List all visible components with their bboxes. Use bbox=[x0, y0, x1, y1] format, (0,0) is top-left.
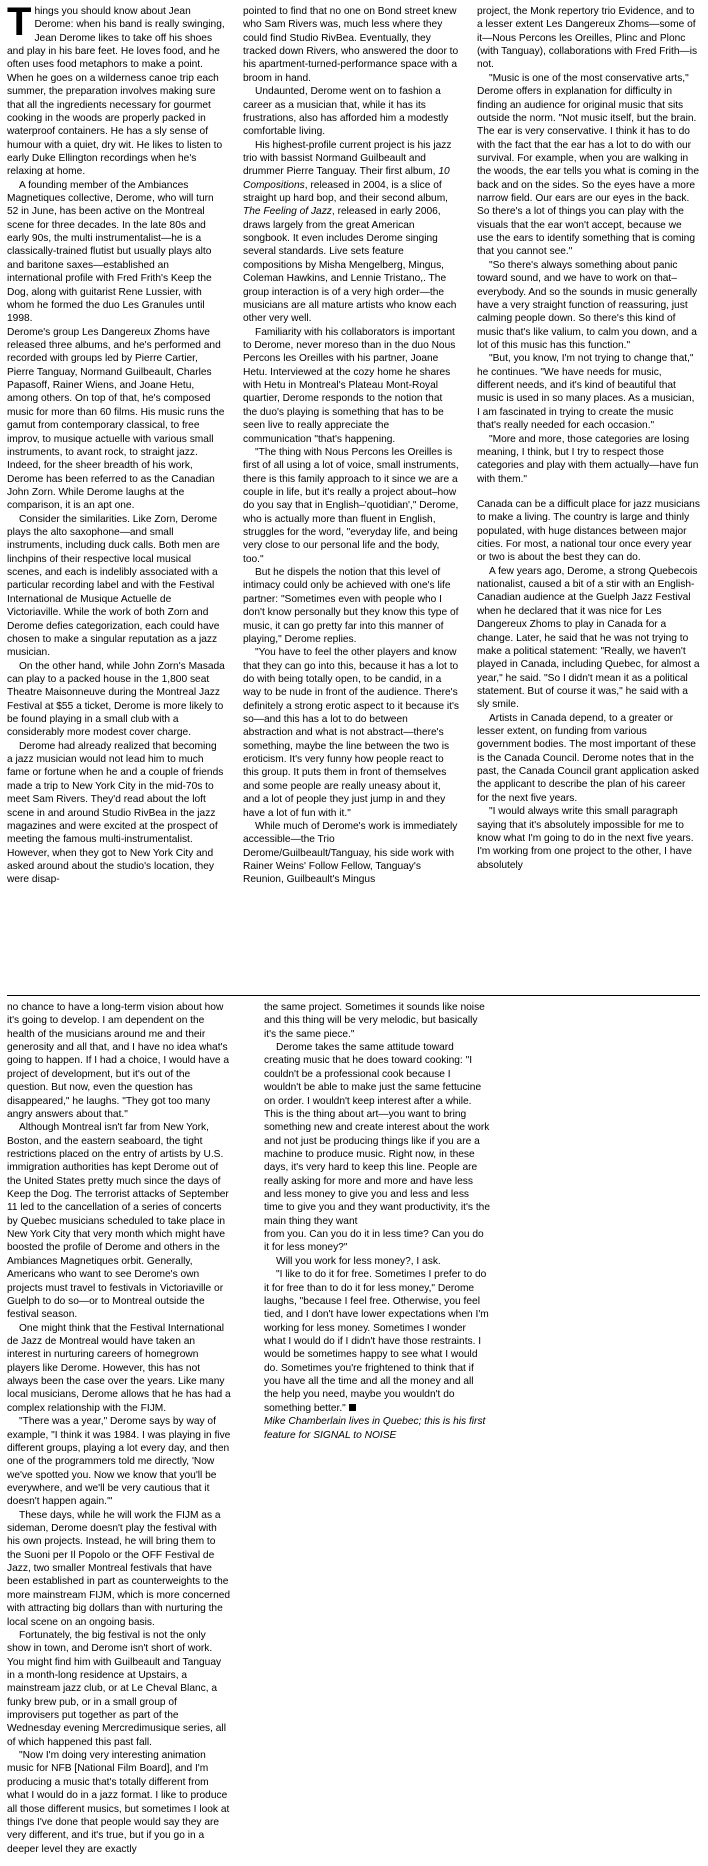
article-paragraph: One might think that the Festival International de Jazz de Montreal would have taken an interest in nurturing careers of homegrown players like Derome. However, this has not always been the case over the years. Like many local musicians, Derome allows that he has had a complex relationship with the FIJM. bbox=[7, 1322, 231, 1414]
article-paragraph: A few years ago, Derome, a strong Quebecois nationalist, caused a bit of a stir with an English-Canadian audience at the Guelph Jazz Festival when he declared that it was nice for Les Dangereux Zhoms to play in Canada for a change. Later, he said that he was not trying to make a political statement: "Really, we haven't played in Canada, including Quebec, for almost a year," he said. "So I didn't mean it as a political statement. But of course it was," he said with a sly smile. bbox=[477, 565, 700, 711]
article-paragraph: Derome had already realized that becoming a jazz musician would not lead him to much fame or fortune when he and a couple of friends made a trip to New York City in the mid-70s to meet Sam Rivers. They'd read about the loft scene in and around Studio RivBea in the jazz magazines and were excited at the prospect of meeting the famous multi-instrumentalist. However, when they got to New York City and asked around about the studio's location, they were disap- bbox=[7, 740, 224, 886]
article-paragraph: While much of Derome's work is immediately accessible—the Trio Derome/Guilbeault/Tanguay, his side work with Rainer Weins' Follow Fellow, Tanguay's Reunion, Guilbeault's Mingus bbox=[243, 820, 458, 886]
article-paragraph: "Music is one of the most conservative arts," Derome offers in explanation for difficulty in finding an audience for original music that sits outside the norm. "Not music itself, but the brain. The ear is very conservative. I think it has to do with the fact that the ear has a lot to do with our survival. For example, when you are walking in the woods, the ear tells you what is coming in the back and on the sides. So the eyes have a more narrow field. Our ears are our eyes in the back. So there's a lot of things you can play with the visuals that the ear won't accept, because we use the ears to identify something that is coming that you cannot see." bbox=[477, 72, 699, 258]
article-paragraph: "Now I'm doing very interesting animation music for NFB [National Film Board], and I'm producing a music that's totally different from what I would do in a jazz format. I like to produce all those different musics, but sometimes I look at things I've done that people would say they are very different, and it's true, but if you go in a deeper level they are exactly bbox=[7, 1750, 230, 1855]
article-column-1 bbox=[7, 0, 225, 887]
article-column-2 bbox=[243, 5, 459, 887]
article-paragraph: Will you work for less money?, I ask. bbox=[276, 1255, 441, 1267]
horizontal-divider bbox=[7, 995, 700, 996]
end-of-article-mark bbox=[349, 1404, 356, 1411]
article-paragraph: Derome's group Les Dangereux Zhoms have released three albums, and he's performed and recorded with groups led by Pierre Cartier, Pierre Tanguay, Normand Guilbeault, Charles Papasoff, Rainer Wiens, and Joane Hetu, among others. On top of that, he's composed music for more than 60 films. His music runs the gamut from contemporary classical, to free improv, to musique actuelle with various small instruments, to avant rock, to straight jazz. Indeed, for the sheer breadth of his work, Derome has been referred to as the Canadian John Zorn. While Derome laughs at the comparison, it is an apt one. bbox=[7, 326, 225, 512]
article-paragraph: A founding member of the Ambiances Magnetiques collective, Derome, who will turn 52 in June, has been active on the Montreal scene for three decades. In the late 80s and early 90s, the multi instrumentalist—he is a classically-trained flutist but usually plays alto and baritone saxes—established an international profile with Fred Frith's Keep the Dog, along with guitarist Rene Lussier, with whom he formed the duo Les Granules until 1998. bbox=[7, 179, 214, 325]
author-byline: Mike Chamberlain lives in Quebec; this is his first feature for SIGNAL to NOISE bbox=[264, 1416, 486, 1441]
article-paragraph: Fortunately, the big festival is not the only show in town, and Derome isn't short of work. You might find him with Guilbeault and Tanguay in a month-long residence at Upstairs, a mainstream jazz club, or at Le Cheval Blanc, a funky brew pub, or in a small group of improvisers put together as part of the Wednesday evening Mercredimusique series, all of which happened this past fall. bbox=[7, 1629, 226, 1748]
article-paragraph: "I would always write this small paragraph saying that it's absolutely impossible for me to know what I'm going to do in the next five years. I'm working from one project to the other, I have absolutely bbox=[477, 806, 694, 871]
article-paragraph: "More and more, those categories are losing meaning, I think, but I try to respect those categories and play with them actually—have fun with them." bbox=[477, 433, 699, 485]
article-paragraph: "There was a year," Derome says by way of example, "I think it was 1984. I was playing in five different groups, playing a lot every day, and then one of the programmers told me directly, 'Now we've spotted you. Now we know that you'll be everywhere, and we'll be very cautious that it doesn't happen again.'" bbox=[7, 1416, 231, 1508]
article-paragraph: Consider the similarities. Like Zorn, Derome plays the alto saxophone—and small instruments, including duck calls. Both men are linchpins of their respective local musical scenes, and each is indelibly associated with a particular recording label and with the Festival International de Musique Actuelle de Victoriaville. While the work of both Zorn and Derome defies categorization, each could have chosen to make a singular reputation as a jazz musician. bbox=[7, 513, 220, 659]
article-paragraph: Artists in Canada depend, to a greater or lesser extent, on funding from various government bodies. The most important of these is the Canada Council. Derome notes that in the past, the Canada Council grant application asked the applicant to describe the plan of his career for the next five years. bbox=[477, 712, 700, 804]
drop-cap: T bbox=[7, 0, 32, 44]
article-paragraph: "I like to do it for free. Sometimes I prefer to do it for free than to do it for less money," Derome laughs, "because I feel free. Otherwise, you feel tied, and I don't have lower expectations when I'm working for less money. Sometimes I wonder what I would do if I didn't have those restraints. I would be sometimes happy to see what I would do. Sometimes you're frightened to think that if you have all the time and all the money and all the help you need, maybe you wouldn't do something better." bbox=[264, 1269, 489, 1414]
article-paragraph: Familiarity with his collaborators is important to Derome, never moreso than in the duo Nous Percons les Oreilles with his partner, Joane Hetu. Interviewed at the cozy home he shares with Hetu in Montreal's Plateau Mont-Royal quartier, Derome responds to the notion that the duo's playing is something that has to be seen live to really appreciate the communication "that's happening. bbox=[243, 326, 456, 445]
article-paragraph: no chance to have a long-term vision about how it's going to develop. I am dependent on the health of the musicians around me and their generosity and all that, and I have no idea what's going to happen. If I had a choice, I would have a project of development, but it's out of the question. But now, even the question has disappeared," he laughs. "They got too many angry answers about that." bbox=[7, 1002, 230, 1120]
article-paragraph: from you. Can you do it in less time? Can you do it for less money?" bbox=[264, 1229, 484, 1254]
article-paragraph: Canada can be a difficult place for jazz musicians to make a living. The country is large and thinly populated, with huge distances between major cities. For most, a national tour once every year or two is about the best they can do. bbox=[477, 498, 700, 564]
article-paragraph: "The thing with Nous Percons les Oreilles is first of all using a lot of voice, small instruments, there is this family approach to it since we are a couple in life, but it's really a project about–how do you say that in English–'quotidian'," Derome, who is actually more than fluent in English, struggles for the word, "everyday life, and being very close to our personal life and the body, too." bbox=[243, 446, 459, 565]
article-paragraph: Undaunted, Derome went on to fashion a career as a musician that, while it has its frustrations, also has afforded him a modestly comfortable living. bbox=[243, 86, 449, 138]
article-paragraph: But he dispels the notion that this level of intimacy could only be achieved with one's life partner: "Sometimes even with people who I don't know personally but they know this type of music, it can go pretty far into this manner of playing," Derome replies. bbox=[243, 567, 459, 645]
article-paragraph: "So there's always something about panic toward sound, and we have to work on that–everybody. And so the sounds in music generally have a very straight function of reassuring, just calming people down. So there's this kind of music that's like valium, to calm you down, and a lot of this music has this function." bbox=[477, 259, 698, 351]
article-paragraph: Derome takes the same attitude toward creating music that he does toward cooking: "I couldn't be a professional cook because I wouldn't be able to make just the same fettucine on order. I wouldn't keep interest after a while. This is the thing about art—you want to bring something new and create interest about the work and not just be producing things like if you are a machine to produce music. Right now, in these days, it's very hard to keep this line. People are really asking for more and more and have less and less money to give you and less and less time to give you and they want productivity, it's the main thing they want bbox=[264, 1042, 490, 1227]
article-paragraph: project, the Monk repertory trio Evidence, and to a lesser extent Les Dangereux Zhoms—some of it—Nous Percons les Oreilles, Plinc and Plonc (with Tanguay), collaborations with Fred Frith—is not. bbox=[477, 6, 698, 71]
article-paragraph: Although Montreal isn't far from New York, Boston, and the eastern seaboard, the tight restrictions placed on the entry of artists by U.S. immigration authorities has kept Derome out of the United States pretty much since the days of Keep the Dog. The terrorist attacks of September 11 led to the cancellation of a series of concerts by Quebec musicians scheduled to take place in New York City that very month which might have boosted the profile of Derome and others in the Ambiances Magnetiques orbit. Generally, Americans who want to see Derome's own projects must travel to festivals in Victoriaville or Guelph to do so—or to Montreal outside the festival season. bbox=[7, 1122, 229, 1321]
article-paragraph: "But, you know, I'm not trying to change that," he continues. "We have needs for music, different needs, and it's kind of beautiful that music is used in so many places. As a musician, I am fascinated in trying to create the music that's really needed for each occasion." bbox=[477, 353, 695, 432]
album-title: The Feeling of Jazz bbox=[243, 206, 332, 218]
article-paragraph: These days, while he will work the FIJM as a sideman, Derome doesn't play the festival with his own projects. Instead, he will bring them to the Suoni per Il Popolo or the OFF Festival de Jazz, two smaller Montreal festivals that have been established in part as counterweights to the more mainstream FIJM, which is more concerned with attracting big dollars than with nurturing the local scene on an ongoing basis. bbox=[7, 1509, 231, 1628]
article-column-4 bbox=[7, 1001, 231, 1856]
article-paragraph: Things you should know about Jean Derome: when his band is really swinging, Jean Derome likes to take off his shoes and play in his bare feet. He loves food, and he often uses food metaphors to make a point. When he goes on a wilderness canoe trip each summer, the preparation involves making sure that all the ingredients necessary for gourmet cooking in the woods are properly packed in waterproof containers. He has a sly sense of humour with a quiet, dry wit. He likes to listen to early Duke Ellington recordings when he's relaxing at home. bbox=[7, 0, 225, 178]
article-paragraph: His highest-profile current project is his jazz trio with bassist Normand Guilbeault and drummer Pierre Tanguay. Their first album, 10 Compositions, released in 2004, is a slice of straight up hard bop, and their second album, The Feeling of Jazz, released in early 2006, draws largely from the great American songbook. It even includes Derome singing several standards. Live sets feature compositions by Misha Mengelberg, Mingus, Coleman Hawkins, and Lennie Tristano,. The group interaction is of a very high order—the musicians are all mature artists who know each other very well. bbox=[243, 139, 457, 325]
article-paragraph: "You have to feel the other players and know that they can go into this, because it has a lot to do with being totally open, to be candid, in a way to be nude in front of the audience. There's definitely a strong erotic aspect to it because it's so—and this has a lot to do between abstraction and what is not abstract—there's something, maybe the line between the two is eroticism. It's very funny how people react to this group. It puts them in front of themselves and some people are really uneasy about it, and a lot of people they just jump in and they have a lot of fun with it." bbox=[243, 647, 459, 819]
article-paragraph: On the other hand, while John Zorn's Masada can play to a packed house in the 1,800 seat Theatre Maisonneuve during the Montreal Jazz Festival at $55 a ticket, Derome is more likely to be found playing in a small club with a considerably more modest cover charge. bbox=[7, 660, 225, 739]
article-paragraph: pointed to find that no one on Bond street knew who Sam Rivers was, much less where they could find Studio RivBea. Eventually, they tracked down Rivers, who answered the door to his apartment-turned-performance space with a broom in hand. bbox=[243, 6, 459, 84]
section-break bbox=[477, 486, 700, 498]
album-title: 10 Compositions bbox=[243, 166, 450, 191]
article-column-3 bbox=[477, 5, 700, 872]
article-paragraph: the same project. Sometimes it sounds like noise and this thing will be very melodic, but basically it's the same piece." bbox=[264, 1002, 485, 1040]
article-column-5 bbox=[264, 1001, 490, 1442]
